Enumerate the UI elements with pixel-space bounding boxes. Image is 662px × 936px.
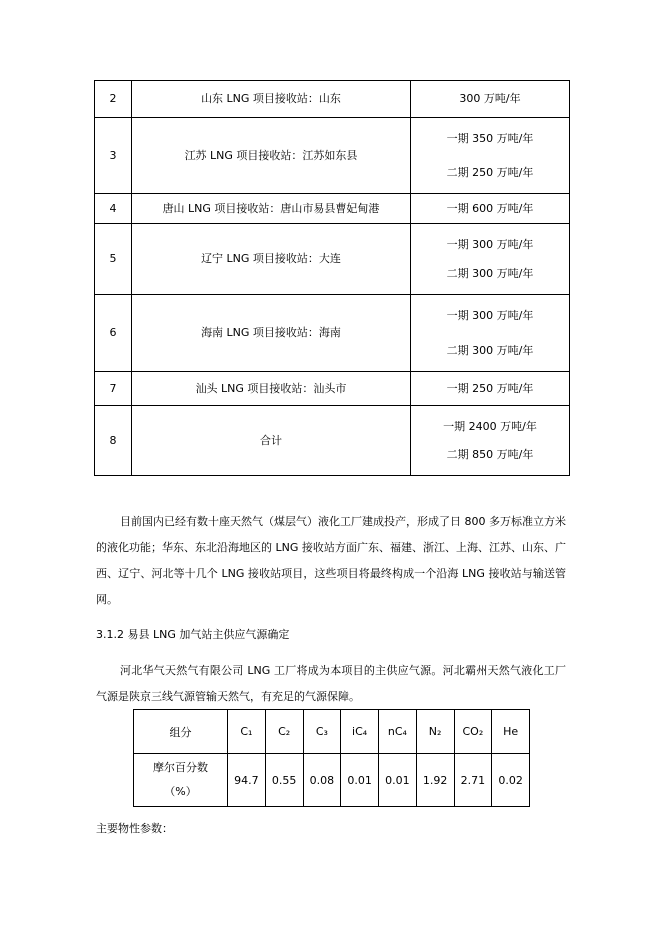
terminal-capacity: [411, 81, 570, 118]
value-cell: 0.08: [303, 754, 341, 807]
capacity-line: 二期 300 万吨/年: [446, 267, 534, 280]
terminal-capacity: [411, 194, 570, 224]
value-header: [134, 754, 228, 807]
paragraph-lng-overview: 目前国内已经有数十座天然气（煤层气）液化工厂建成投产，形成了日 800 多万标准立方米的液化功能；华东、东北沿海地区的 LNG 接收站方面广东、福建、浙江、上海、江苏、山东、广西、辽宁、河北等十几个 LNG 接收站项目，这些项目将最终构成一个沿海 LNG 接收站与输送管网。: [96, 515, 566, 606]
row-number: 6: [95, 295, 132, 372]
paragraph-gas-source: 河北华气天然气有限公司 LNG 工厂将成为本项目的主供应气源。河北霸州天然气液化工厂气源是陕京三线气源管输天然气，有充足的气源保障。: [96, 664, 566, 703]
component-cell: He: [492, 710, 530, 754]
terminal-capacity: [411, 224, 570, 295]
terminal-capacity: [411, 295, 570, 372]
section-heading: 3.1.2 易县 LNG 加气站主供应气源确定: [96, 628, 290, 641]
value-label: 摩尔百分数: [153, 761, 208, 774]
paragraph-properties: 主要物性参数：: [96, 822, 173, 835]
capacity-line: 二期 300 万吨/年: [446, 344, 534, 357]
table-row: [95, 194, 570, 224]
component-cell: CO₂: [454, 710, 492, 754]
capacity-line: 一期 2400 万吨/年: [443, 420, 537, 433]
capacity-line: 一期 250 万吨/年: [446, 381, 534, 395]
terminal-name: 海南 LNG 项目接收站：海南: [132, 295, 411, 372]
capacity-line: 一期 300 万吨/年: [446, 238, 534, 251]
value-cell: 0.01: [341, 754, 379, 807]
capacity-line: 300 万吨/年: [459, 92, 521, 105]
component-cell: iC₄: [341, 710, 379, 754]
component-cell: C₂: [265, 710, 303, 754]
row-number: 8: [95, 406, 132, 476]
table-row: [95, 224, 570, 295]
row-number: 3: [95, 118, 132, 194]
value-cell: 1.92: [416, 754, 454, 807]
row-number: 4: [95, 194, 132, 224]
value-cell: 0.01: [379, 754, 417, 807]
component-header: 组分: [134, 710, 228, 754]
terminal-name: 辽宁 LNG 项目接收站：大连: [132, 224, 411, 295]
lng-terminal-table: [94, 80, 570, 476]
table-row: [134, 754, 530, 807]
capacity-line: 一期 600 万吨/年: [446, 201, 534, 215]
value-cell: 0.02: [492, 754, 530, 807]
value-cell: 0.55: [265, 754, 303, 807]
terminal-capacity: [411, 372, 570, 406]
terminal-name: 山东 LNG 项目接收站：山东: [132, 81, 411, 118]
component-cell: nC₄: [379, 710, 417, 754]
value-cell: 2.71: [454, 754, 492, 807]
terminal-name: 合计: [132, 406, 411, 476]
component-cell: C₁: [228, 710, 266, 754]
table-row: [95, 81, 570, 118]
table-row: [95, 406, 570, 476]
terminal-name: 江苏 LNG 项目接收站：江苏如东县: [132, 118, 411, 194]
table-row: [95, 295, 570, 372]
terminal-capacity: [411, 406, 570, 476]
table-row: [95, 118, 570, 194]
table-row: [95, 372, 570, 406]
capacity-line: 一期 300 万吨/年: [446, 309, 534, 322]
component-cell: N₂: [416, 710, 454, 754]
capacity-line: 二期 850 万吨/年: [446, 448, 534, 461]
capacity-line: 二期 250 万吨/年: [446, 166, 534, 179]
row-number: 7: [95, 372, 132, 406]
row-number: 5: [95, 224, 132, 295]
gas-composition-table: [133, 709, 530, 807]
terminal-name: 汕头 LNG 项目接收站：汕头市: [132, 372, 411, 406]
terminal-name: 唐山 LNG 项目接收站：唐山市易县曹妃甸港: [132, 194, 411, 224]
row-number: 2: [95, 81, 132, 118]
value-unit: （%）: [164, 785, 197, 798]
component-cell: C₃: [303, 710, 341, 754]
value-cell: 94.7: [228, 754, 266, 807]
terminal-capacity: [411, 118, 570, 194]
table-row: [134, 710, 530, 754]
capacity-line: 一期 350 万吨/年: [446, 132, 534, 145]
